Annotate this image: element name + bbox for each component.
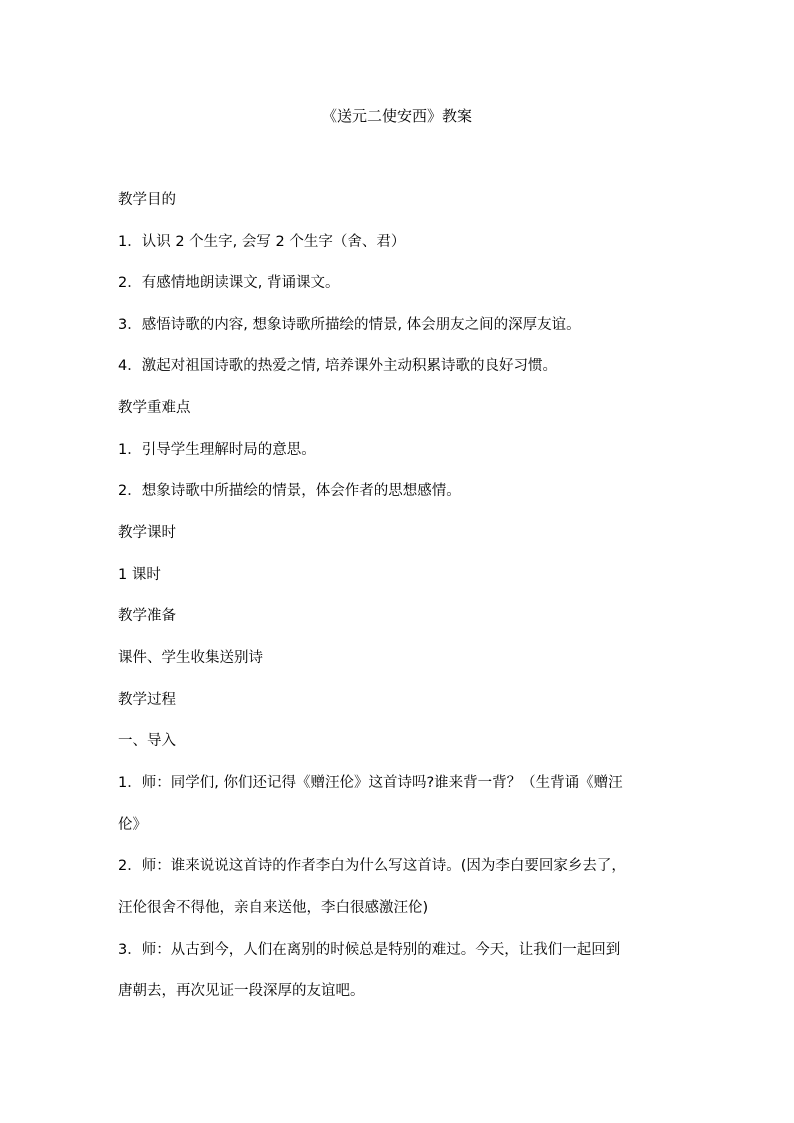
preparation-value: 课件、学生收集送别诗 — [118, 650, 263, 666]
goal-item-1: 1．认识 2 个生字, 会写 2 个生字（舍、君） — [118, 234, 406, 250]
goal-item-3: 3．感悟诗歌的内容, 想象诗歌所描绘的情景, 体会朋友之间的深厚友谊。 — [118, 317, 581, 333]
process-paragraph-1-line-2: 伦》 — [118, 817, 147, 833]
process-paragraph-3-line-2: 唐朝去，再次见证一段深厚的友谊吧。 — [118, 983, 365, 999]
process-paragraph-3-line-1: 3．师：从古到今，人们在离别的时候总是特别的难过。今天，让我们一起回到 — [118, 942, 621, 958]
process-paragraph-1-line-1: 1．师：同学们, 你们还记得《赠汪伦》这首诗吗?谁来背一背？（生背诵《赠汪 — [118, 775, 623, 791]
subheading-introduction: 一、导入 — [118, 733, 176, 749]
heading-preparation: 教学准备 — [118, 608, 176, 624]
heading-class-hours: 教学课时 — [118, 525, 176, 541]
process-paragraph-2-line-1: 2．师：谁来说说这首诗的作者李白为什么写这首诗。(因为李白要回家乡去了， — [118, 858, 626, 874]
heading-teaching-process: 教学过程 — [118, 692, 176, 708]
heading-key-points: 教学重难点 — [118, 400, 191, 416]
process-paragraph-2-line-2: 汪伦很舍不得他，亲自来送他，李白很感激汪伦) — [118, 900, 429, 916]
key-point-item-1: 1．引导学生理解时局的意思。 — [118, 442, 316, 458]
heading-teaching-goals: 教学目的 — [118, 192, 176, 208]
goal-item-2: 2．有感情地朗读课文, 背诵课文。 — [118, 275, 340, 291]
goal-item-4: 4．激起对祖国诗歌的热爱之情, 培养课外主动积累诗歌的良好习惯。 — [118, 358, 557, 374]
key-point-item-2: 2．想象诗歌中所描绘的情景，体会作者的思想感情。 — [118, 483, 461, 499]
document-title: 《送元二使安西》教案 — [321, 107, 472, 125]
class-hours-value: 1 课时 — [118, 567, 161, 583]
